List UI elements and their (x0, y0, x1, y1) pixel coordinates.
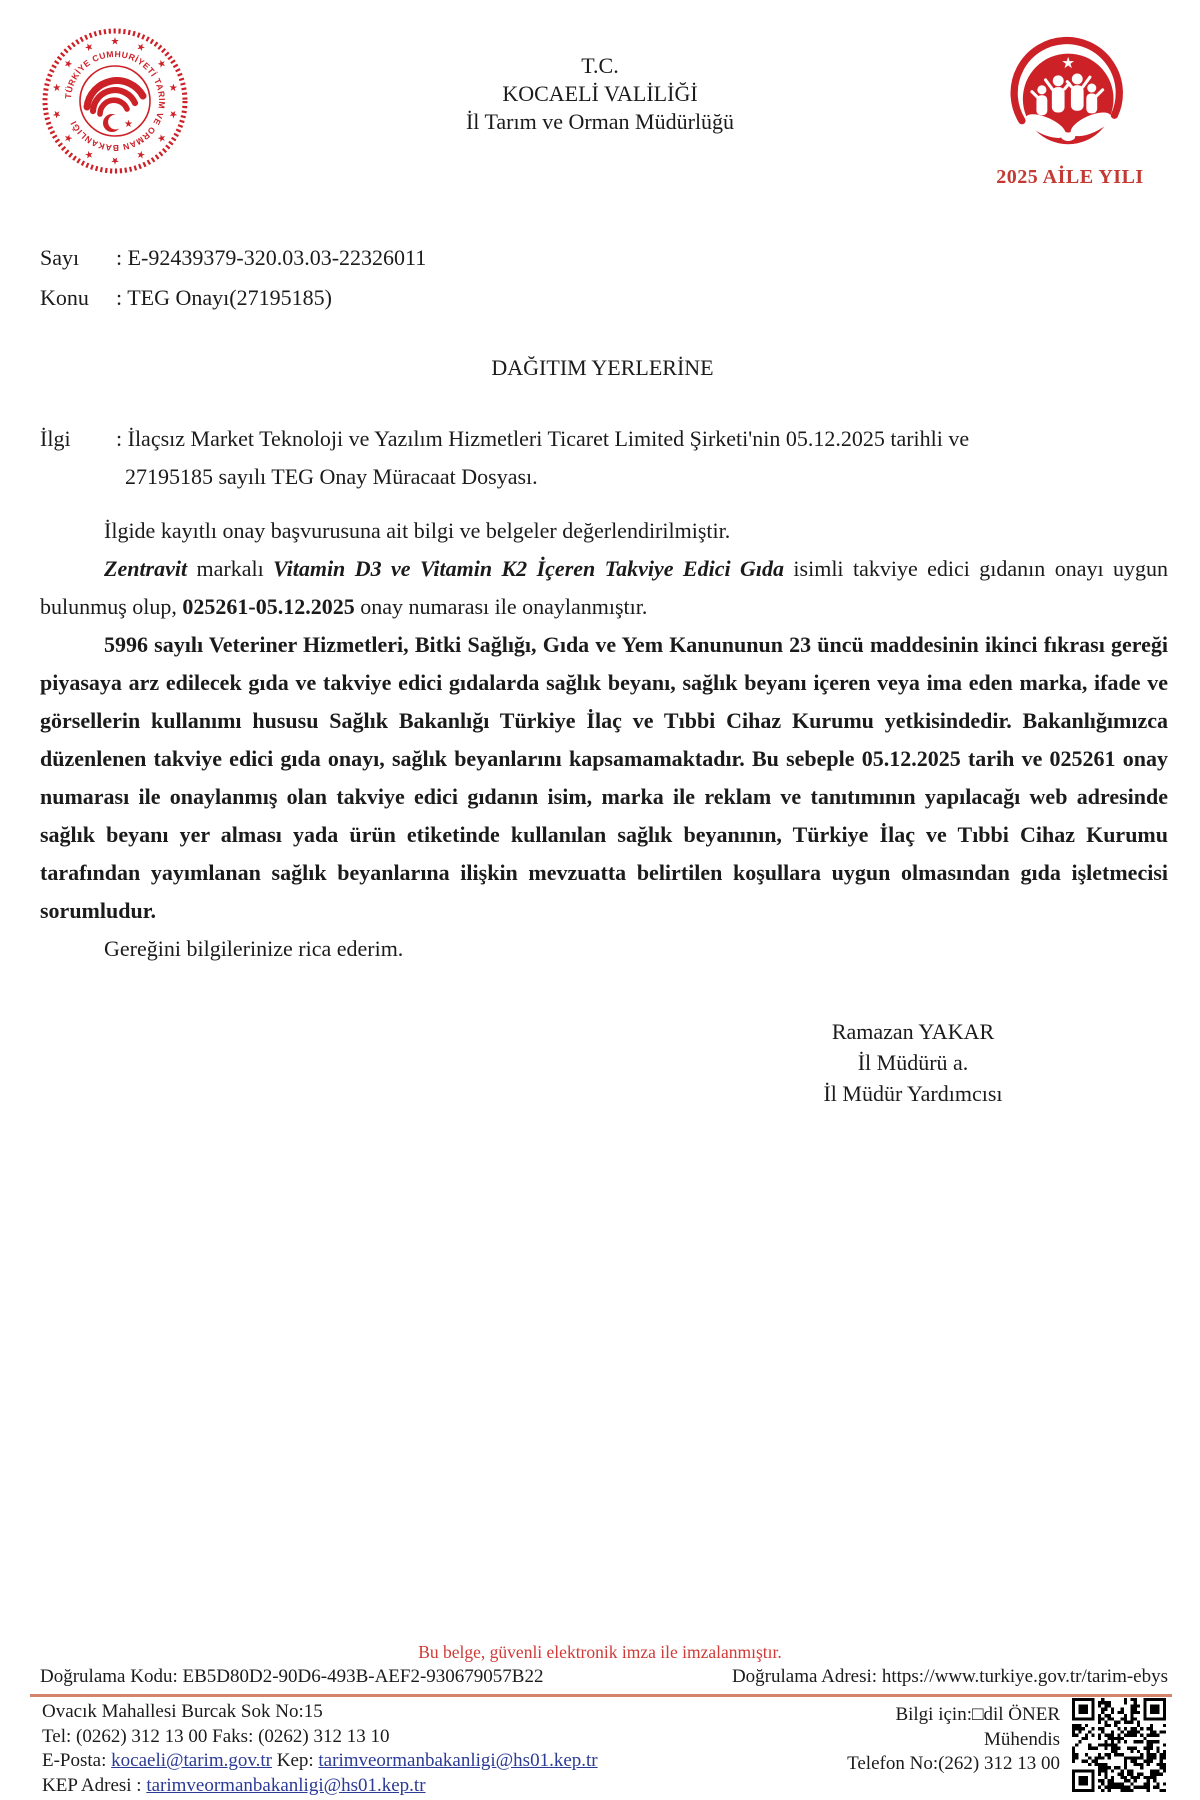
info-person-name: □dil ÖNER (971, 1704, 1060, 1725)
contact-address: Ovacık Mahallesi Burcak Sok No:15 (42, 1701, 323, 1722)
svg-text:★: ★ (110, 154, 120, 166)
svg-text:★: ★ (134, 40, 148, 55)
paragraph-legal: 5996 sayılı Veteriner Hizmetleri, Bitki Sağlığı, Gıda ve Yem Kanununun 23 üncü maddesinin ikinci fıkrası gereği piyasaya arz edilecek gıda ve takviye edici gıdalarda sağlık beyanı, sağlık beyanı içeren veya ima eden marka, ifade ve görsellerin kullanımı hususu Sağlık Bakanlığı Türkiye İlaç ve Tıbbi Cihaz Kurumu yetkisindedir. Bakanlığımızca düzenlenen takviye edici gıda onayı, sağlık beyanlarını kapsamamaktadır. Bu sebeple 05.12.2025 tarih ve 025261 onay numarası ile onaylanmış olan takviye edici gıdanın isim, marka ile reklam ve tanıtımının yapılacağı web adresinde sağlık beyanı yer alması yada ürün etiketinde kullanılan sağlık beyanının, Türkiye İlaç ve Tıbbi Cihaz Kurumu tarafından yayımlanan sağlık beyanlarına ilişkin mevzuatta belirtilen koşullara uygun olmasından gıda işletmecisi sorumludur. (40, 632, 1168, 923)
contact-kep-line (42, 1774, 598, 1799)
svg-text:★: ★ (1061, 54, 1076, 73)
konu-label: Konu (40, 285, 89, 310)
svg-text:★: ★ (124, 119, 133, 130)
letter-body (40, 512, 1168, 968)
svg-text:★: ★ (61, 57, 76, 72)
signature-block (748, 1016, 1078, 1109)
closing-line: Gereğini bilgilerinize rica ederim. (104, 936, 404, 961)
email-label: E-Posta: (42, 1750, 112, 1771)
konu-value: : TEG Onayı(27195185) (116, 285, 332, 310)
verification-row (40, 1666, 1168, 1688)
svg-text:★: ★ (51, 82, 64, 94)
konu-row (40, 278, 426, 318)
verification-code-label: Doğrulama Kodu: (40, 1666, 183, 1687)
svg-text:★: ★ (166, 108, 179, 120)
signer-name: Ramazan YAKAR (831, 1019, 995, 1044)
qr-code-icon (1072, 1698, 1166, 1792)
paragraph-approval-text2: isimli takviye edici gıdanın onayı uygun bulunmuş olup, (40, 556, 1168, 619)
letterhead-governorship: KOCAELİ VALİLİĞİ (502, 81, 698, 106)
verification-code-value: EB5D80D2-90D6-493B-AEF2-930679057B22 (182, 1666, 544, 1687)
verification-address-label: Doğrulama Adresi: (731, 1666, 882, 1687)
verification-address-value: https://www.turkiye.gov.tr/tarim-ebys (881, 1666, 1168, 1687)
brand-name: Zentravit (104, 556, 188, 581)
ilgi-line2: 27195185 sayılı TEG Onay Müracaat Dosyası. (125, 464, 538, 489)
ilgi-line1: : İlaçsız Market Teknoloji ve Yazılım Hizmetleri Ticaret Limited Şirketi'nin 05.12.2025 tarihli ve (116, 426, 970, 451)
email-link[interactable]: kocaeli@tarim.gov.tr (111, 1750, 272, 1771)
svg-text:★: ★ (61, 130, 76, 145)
document-meta (40, 238, 426, 318)
recipient-line: DAĞITIM YERLERİNE (491, 355, 714, 380)
kep-link[interactable]: tarimveormanbakanligi@hs01.kep.tr (318, 1750, 598, 1771)
svg-text:★: ★ (154, 130, 169, 145)
svg-text:★: ★ (82, 40, 96, 55)
signer-title-2: İl Müdür Yardımcısı (823, 1081, 1003, 1106)
sayi-row (40, 238, 426, 278)
letterhead-tc: T.C. (581, 53, 619, 78)
info-person-title: Mühendis (984, 1728, 1060, 1750)
info-person-phone: Telefon No:(262) 312 13 00 (847, 1753, 1060, 1774)
kep-label: Kep: (271, 1750, 319, 1771)
kep-address-label: KEP Adresi : (42, 1774, 147, 1796)
svg-text:TÜRKİYE CUMHURİYETİ TARIM VE O: TÜRKİYE CUMHURİYETİ TARIM VE ORMAN BAKANLIĞI (62, 48, 168, 154)
letterhead-directorate: İl Tarım ve Orman Müdürlüğü (465, 109, 735, 134)
info-person-line (847, 1703, 1060, 1728)
esignature-note: Bu belge, güvenli elektronik imza ile imzalanmıştır. (418, 1642, 782, 1662)
reference-block (40, 420, 1168, 496)
paragraph-approval-text: markalı (187, 556, 274, 581)
family-year-icon (1002, 30, 1138, 166)
sayi-label: Sayı (40, 245, 80, 270)
qr-code (1072, 1698, 1166, 1792)
svg-text:★: ★ (154, 57, 169, 72)
contact-phone: Tel: (0262) 312 13 00 Faks: (0262) 312 13 10 (42, 1725, 390, 1747)
contact-block (42, 1700, 598, 1798)
verification-address (732, 1666, 1168, 1688)
svg-text:★: ★ (166, 82, 179, 94)
svg-text:★: ★ (110, 36, 120, 48)
ilgi-content (116, 420, 969, 496)
kep-address-link[interactable]: tarimveormanbakanligi@hs01.kep.tr (146, 1774, 426, 1796)
paragraph-approval-text3: onay numarası ile onaylanmıştır. (354, 594, 648, 619)
signer-title-1: İl Müdürü a. (857, 1050, 969, 1075)
family-year-caption: 2025 AİLE YILI (996, 166, 1144, 188)
svg-text:★: ★ (134, 147, 148, 162)
contact-email-line (42, 1749, 598, 1774)
info-contact-block (847, 1703, 1060, 1777)
paragraph-approval (40, 550, 1168, 626)
verification-code (40, 1666, 543, 1688)
footer-divider (30, 1694, 1172, 1697)
svg-text:★: ★ (82, 147, 96, 162)
svg-text:★: ★ (51, 108, 64, 120)
family-year-logo (990, 30, 1150, 189)
product-name: Vitamin D3 ve Vitamin K2 İçeren Takviye Edici Gıda (273, 556, 784, 581)
sayi-value: : E-92439379-320.03.03-22326011 (116, 245, 427, 270)
paragraph-evaluation: İlgide kayıtlı onay başvurusuna ait bilgi ve belgeler değerlendirilmiştir. (104, 518, 731, 543)
info-label: Bilgi için: (895, 1704, 972, 1725)
approval-number: 025261-05.12.2025 (182, 594, 355, 619)
ilgi-label: İlgi (40, 426, 71, 451)
